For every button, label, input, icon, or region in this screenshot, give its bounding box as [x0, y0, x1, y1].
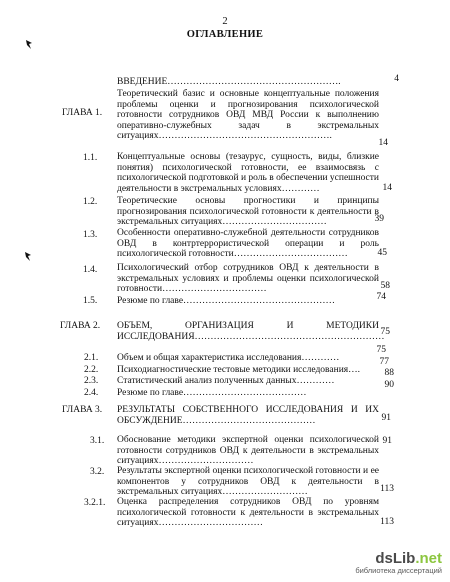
toc-page: 90: [384, 380, 394, 390]
toc-entry-1-5: Резюме по главе…………………………………………: [117, 296, 336, 306]
toc-entry-chapter-2: ОБЪЕМ, ОРГАНИЗАЦИЯ И МЕТОДИКИ ИССЛЕДОВАНИЯ……………………………………………………: [117, 321, 385, 342]
toc-entry-2-4: Резюме по главе…………………………………: [117, 388, 307, 398]
toc-entry-3-1: Обоснование методики экспертной оценки психологической готовности сотрудников ОВД к деятельности в экстремальных ситуациях…………………………: [117, 435, 379, 467]
toc-page: 77: [379, 357, 389, 367]
logo-brand: [375, 550, 442, 567]
toc-page: 113: [380, 517, 394, 527]
toc-entry-chapter-3: РЕЗУЛЬТАТЫ СОБСТВЕННОГО ИССЛЕДОВАНИЯ И ИХ ОБСУЖДЕНИЕ……………………………………: [117, 405, 379, 426]
toc-page: 75: [376, 345, 386, 355]
page-number: 2: [222, 16, 228, 27]
toc-page: 113: [380, 484, 394, 494]
toc-page: 91: [381, 413, 391, 423]
toc-entry-1-4: Психологический отбор сотрудников ОВД к деятельности в экстремальных условиях и проблемы оценки психологической готовности……………………………: [117, 263, 379, 295]
toc-number: 2.1.: [84, 353, 99, 363]
toc-number: ГЛАВА 3.: [62, 405, 103, 415]
toc-number: ГЛАВА 1.: [62, 108, 103, 118]
toc-number: 3.2.: [90, 467, 105, 477]
stray-mark-icon: [24, 38, 34, 50]
toc-entry-chapter-1: Теоретический базис и основные концептуальные положения проблемы оценки и прогнозирования психологической готовности сотрудников ОВД МВД России к выполнению оперативно-служебных задач в экстремальных ситуациях……………………………………………….: [117, 89, 379, 142]
toc-number: 2.2.: [84, 365, 99, 375]
toc-title: ОГЛАВЛЕНИЕ: [186, 29, 264, 40]
toc-entry-2-3: Статистический анализ полученных данных…………: [117, 376, 335, 386]
toc-number: 1.5.: [83, 296, 98, 306]
toc-number: 1.2.: [83, 197, 98, 207]
toc-entry-3-2: Результаты экспертной оценки психологической готовности и ее компонентов у сотрудников ОВД к деятельности в экстремальных ситуациях………………………: [117, 466, 379, 498]
toc-page: 74: [376, 292, 386, 302]
toc-page: 39: [374, 214, 384, 224]
logo-subtitle: библиотека диссертаций: [355, 566, 442, 575]
toc-number: 1.3.: [83, 230, 98, 240]
toc-number: 1.1.: [83, 153, 98, 163]
toc-entry-intro: ВВЕДЕНИЕ……………………………………………….: [117, 77, 341, 87]
toc-page: 14: [378, 138, 388, 148]
toc-page: 4: [394, 74, 399, 84]
toc-number: ГЛАВА 2.: [60, 321, 101, 331]
toc-page: 88: [384, 368, 394, 378]
toc-page: 75: [380, 327, 390, 337]
toc-page: 91: [382, 436, 392, 446]
logo-brand-name: dsLib: [375, 550, 416, 567]
toc-number: 2.3.: [84, 376, 99, 386]
toc-entry-1-2: Теоретические основы прогностики и принципы прогнозирования психологической готовности к деятельности в экстремальных ситуациях……………………………: [117, 196, 379, 228]
toc-number: 2.4.: [84, 388, 99, 398]
toc-entry-1-1: Концептуальные основы (тезаурус, сущность, виды, близкие понятия) психологической готовности, ее взаимосвязь с психологической подготовкой и роль в обеспечении успешности деятельности в экстремальных условиях…………: [117, 152, 380, 194]
stray-mark-icon: [23, 250, 33, 262]
site-logo: [302, 550, 442, 576]
toc-entry-1-3: Особенности оперативно-служебной деятельности сотрудников ОВД в контртеррористической операции и роль психологической готовности………………………………: [117, 228, 379, 260]
toc-entry-3-2-1: Оценка распределения сотрудников ОВД по уровням психологической готовности к деятельности в экстремальных ситуациях……………………………: [117, 497, 379, 529]
toc-number: 3.1.: [90, 436, 105, 446]
toc-page: 14: [382, 183, 392, 193]
toc-page: 45: [377, 248, 387, 258]
toc-entry-2-1: Объем и общая характеристика исследования…………: [117, 353, 340, 363]
toc-page: 58: [380, 281, 390, 291]
toc-number: 3.2.1.: [84, 498, 106, 508]
logo-brand-domain: .net: [415, 550, 442, 567]
toc-number: 1.4.: [83, 265, 98, 275]
toc-entry-2-2: Психодиагностические тестовые методики исследования….: [117, 365, 361, 375]
